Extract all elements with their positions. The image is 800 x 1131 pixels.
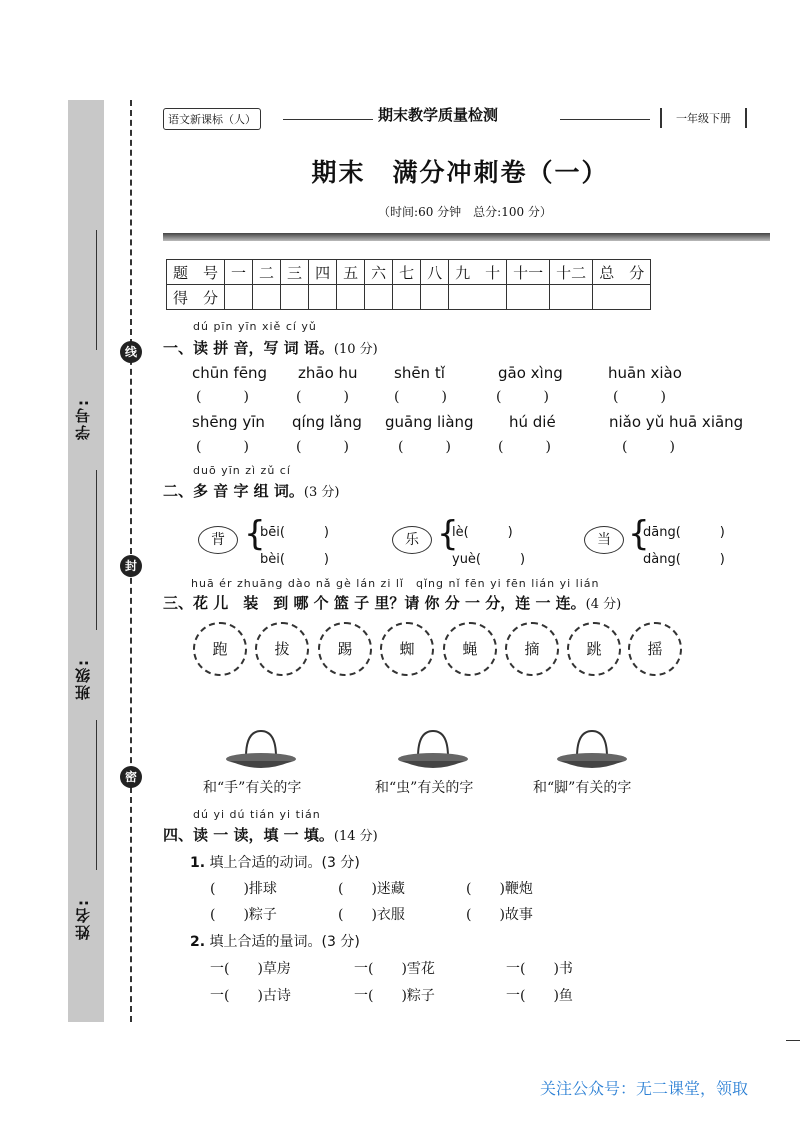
section3-title: 三、花 儿 装 到 哪 个 篮 子 里？请 你 分 一 分，连 一 连。(4 分) bbox=[163, 594, 622, 612]
flower-char[interactable]: 拔 bbox=[255, 622, 309, 676]
title-bar bbox=[163, 233, 770, 241]
score-input-cell[interactable] bbox=[550, 285, 593, 310]
polyphone-option[interactable]: bèi( ) bbox=[260, 552, 330, 567]
score-input-cell[interactable] bbox=[309, 285, 337, 310]
seal-xian: 线 bbox=[120, 341, 142, 363]
section1-pinyin: dú pīn yīn xiě cí yǔ bbox=[193, 320, 317, 333]
name-line bbox=[96, 720, 97, 870]
score-input-cell[interactable] bbox=[449, 285, 507, 310]
fill-item[interactable]: ( )粽子 bbox=[210, 907, 277, 923]
score-input-cell[interactable] bbox=[421, 285, 449, 310]
pinyin-word: shēng yīn bbox=[192, 413, 265, 431]
seal-feng: 封 bbox=[120, 555, 142, 577]
section3-pinyin: huā ér zhuāng dào nǎ gè lán zi lǐ qǐng nǐ fēn yi fēn lián yi lián bbox=[191, 577, 600, 590]
polyphone-option[interactable]: dàng( ) bbox=[643, 552, 725, 567]
fill-item[interactable]: ( )迷藏 bbox=[338, 881, 405, 897]
section1-title: 一、读 拼 音，写 词 语。(10 分) bbox=[163, 339, 378, 357]
basket-label: 和“虫”有关的字 bbox=[375, 780, 474, 796]
score-cell: 题 号 bbox=[167, 260, 225, 285]
score-input-cell[interactable] bbox=[281, 285, 309, 310]
fill-item[interactable]: 一( )雪花 bbox=[354, 961, 435, 977]
score-cell: 八 bbox=[421, 260, 449, 285]
polyphone-option[interactable]: yuè( ) bbox=[452, 552, 526, 567]
brace: { bbox=[437, 514, 459, 554]
answer-blank[interactable]: ( ) bbox=[498, 439, 551, 455]
score-cell: 得 分 bbox=[167, 285, 225, 310]
fill-item[interactable]: 一( )古诗 bbox=[210, 988, 291, 1004]
edition-tag: 语文新课标（人） bbox=[163, 108, 261, 130]
class-line bbox=[96, 470, 97, 630]
answer-blank[interactable]: ( ) bbox=[196, 439, 249, 455]
pinyin-word: chūn fēng bbox=[192, 364, 268, 382]
header-rule-right bbox=[560, 119, 650, 120]
section4-pinyin: dú yi dú tián yi tián bbox=[193, 808, 321, 821]
flower-char[interactable]: 跑 bbox=[193, 622, 247, 676]
fill-item[interactable]: ( )衣服 bbox=[338, 907, 405, 923]
score-cell: 一 bbox=[225, 260, 253, 285]
exam-meta: （时间:60 分钟 总分:100 分） bbox=[378, 205, 552, 219]
basket-icon bbox=[224, 727, 298, 773]
polyphone-option[interactable]: dāng( ) bbox=[643, 525, 725, 540]
fill-item[interactable]: ( )鞭炮 bbox=[466, 881, 533, 897]
grade-tag: 一年级下册 bbox=[660, 108, 747, 128]
score-cell: 二 bbox=[253, 260, 281, 285]
answer-blank[interactable]: ( ) bbox=[622, 439, 675, 455]
butterfly-char: 背 bbox=[198, 526, 238, 554]
question-2: 2. 填上合适的量词。(3 分) bbox=[190, 934, 360, 950]
brace: { bbox=[244, 514, 266, 554]
score-input-cell[interactable] bbox=[393, 285, 421, 310]
score-input-cell[interactable] bbox=[337, 285, 365, 310]
fill-item[interactable]: 一( )粽子 bbox=[354, 988, 435, 1004]
pinyin-word: niǎo yǔ huā xiāng bbox=[609, 413, 744, 431]
score-input-cell[interactable] bbox=[593, 285, 651, 310]
flower-char[interactable]: 摘 bbox=[505, 622, 559, 676]
fill-item[interactable]: ( )故事 bbox=[466, 907, 533, 923]
butterfly-char: 乐 bbox=[392, 526, 432, 554]
fill-item[interactable]: 一( )鱼 bbox=[506, 988, 573, 1004]
score-table-score-row bbox=[167, 285, 651, 310]
butterfly-char: 当 bbox=[584, 526, 624, 554]
flower-char[interactable]: 蜘 bbox=[380, 622, 434, 676]
pinyin-word: gāo xìng bbox=[498, 364, 563, 382]
seal-mi: 密 bbox=[120, 766, 142, 788]
header-rule-left bbox=[283, 119, 373, 120]
answer-blank[interactable]: ( ) bbox=[296, 389, 349, 405]
flower-char[interactable]: 摇 bbox=[628, 622, 682, 676]
student-id-label: 学号: bbox=[74, 398, 92, 440]
fill-item[interactable]: 一( )草房 bbox=[210, 961, 291, 977]
polyphone-option[interactable]: bēi( ) bbox=[260, 525, 330, 540]
fill-item[interactable]: ( )排球 bbox=[210, 881, 277, 897]
page-edge-mark bbox=[786, 1040, 800, 1041]
flower-char[interactable]: 踢 bbox=[318, 622, 372, 676]
basket-icon bbox=[555, 727, 629, 773]
class-label: 班级: bbox=[74, 658, 92, 700]
basket-icon bbox=[396, 727, 470, 773]
brace: { bbox=[628, 514, 650, 554]
score-cell: 四 bbox=[309, 260, 337, 285]
score-cell: 七 bbox=[393, 260, 421, 285]
score-input-cell[interactable] bbox=[253, 285, 281, 310]
pinyin-word: zhāo hu bbox=[298, 364, 358, 382]
basket-label: 和“手”有关的字 bbox=[203, 780, 302, 796]
section2-title: 二、多 音 字 组 词。(3 分) bbox=[163, 482, 340, 500]
section2-pinyin: duō yīn zì zǔ cí bbox=[193, 464, 291, 477]
score-cell: 六 bbox=[365, 260, 393, 285]
answer-blank[interactable]: ( ) bbox=[398, 439, 451, 455]
score-table-header-row bbox=[167, 260, 651, 285]
question-1: 1. 填上合适的动词。(3 分) bbox=[190, 855, 360, 871]
score-table bbox=[166, 259, 651, 310]
page-title: 期末 满分冲刺卷（一） bbox=[311, 158, 609, 187]
score-input-cell[interactable] bbox=[365, 285, 393, 310]
answer-blank[interactable]: ( ) bbox=[496, 389, 549, 405]
pinyin-word: guāng liàng bbox=[385, 413, 474, 431]
answer-blank[interactable]: ( ) bbox=[394, 389, 447, 405]
polyphone-option[interactable]: lè( ) bbox=[452, 525, 513, 540]
flower-char[interactable]: 蝇 bbox=[443, 622, 497, 676]
student-id-line bbox=[96, 230, 97, 350]
score-cell: 十二 bbox=[550, 260, 593, 285]
score-cell: 九 十 bbox=[449, 260, 507, 285]
score-input-cell[interactable] bbox=[225, 285, 253, 310]
pinyin-word: hú dié bbox=[509, 413, 556, 431]
score-cell: 五 bbox=[337, 260, 365, 285]
pinyin-word: huān xiào bbox=[608, 364, 682, 382]
pinyin-word: qíng lǎng bbox=[292, 413, 362, 431]
pinyin-word: shēn tǐ bbox=[394, 364, 445, 382]
score-cell: 总 分 bbox=[593, 260, 651, 285]
answer-blank[interactable]: ( ) bbox=[613, 389, 666, 405]
section4-title: 四、读 一 读，填 一 填。(14 分) bbox=[163, 826, 378, 844]
score-cell: 三 bbox=[281, 260, 309, 285]
fill-item[interactable]: 一( )书 bbox=[506, 961, 573, 977]
header-title: 期末教学质量检测 bbox=[378, 106, 499, 124]
basket-label: 和“脚”有关的字 bbox=[533, 780, 632, 796]
answer-blank[interactable]: ( ) bbox=[196, 389, 249, 405]
footer-watermark: 关注公众号：无二课堂，领取 bbox=[540, 1079, 749, 1098]
name-label: 姓名: bbox=[74, 898, 92, 940]
score-cell: 十一 bbox=[507, 260, 550, 285]
flower-char[interactable]: 跳 bbox=[567, 622, 621, 676]
score-input-cell[interactable] bbox=[507, 285, 550, 310]
answer-blank[interactable]: ( ) bbox=[296, 439, 349, 455]
